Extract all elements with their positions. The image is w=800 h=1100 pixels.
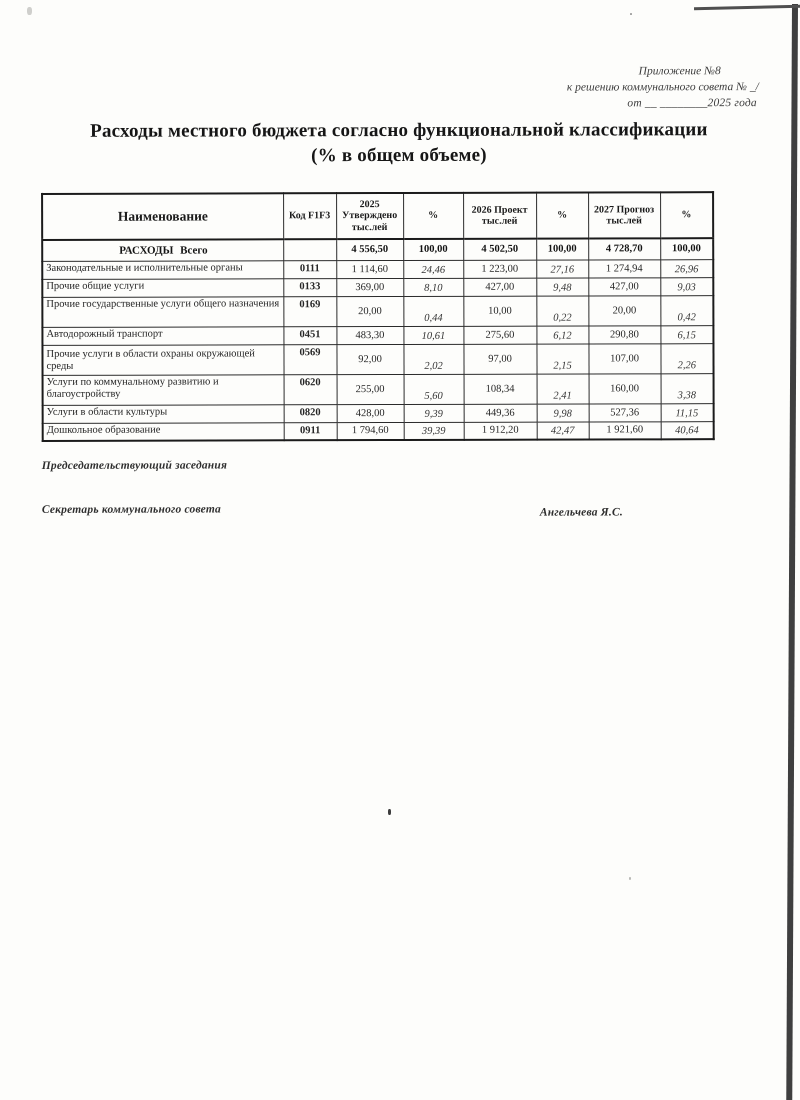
total-row <box>42 238 713 261</box>
cell-p2025: 100,00 <box>403 239 463 260</box>
page-title <box>29 117 769 169</box>
cell-p2026: 2,15 <box>536 344 588 374</box>
cell-v2025: 1 794,60 <box>337 422 404 440</box>
cell-v2026: 108,34 <box>464 374 537 404</box>
cell-v2025: 4 556,50 <box>336 239 403 260</box>
column-header: % <box>660 192 713 238</box>
cell-name: Услуги в области культуры <box>43 404 284 423</box>
cell-p2026: 9,48 <box>536 278 588 296</box>
cell-v2026: 1 223,00 <box>463 260 536 278</box>
cell-p2025: 8,10 <box>403 278 463 296</box>
cell-p2027: 26,96 <box>660 259 713 277</box>
cell-code: 0820 <box>284 404 337 422</box>
cell-p2027: 9,03 <box>660 277 713 295</box>
cell-code: 0620 <box>284 374 337 404</box>
cell-p2027: 11,15 <box>661 403 714 421</box>
cell-v2027: 4 728,70 <box>588 238 660 259</box>
cell-v2027: 20,00 <box>588 295 660 325</box>
cell-v2025: 369,00 <box>336 278 403 296</box>
page-title-line2: (% в общем объеме) <box>311 144 487 167</box>
column-header: % <box>403 193 463 239</box>
appendix-line: Приложение №8 <box>638 65 721 78</box>
column-header: % <box>536 193 588 239</box>
cell-v2025: 255,00 <box>337 374 404 404</box>
cell-p2027: 2,26 <box>660 343 713 373</box>
cell-p2026: 42,47 <box>537 422 589 440</box>
cell-v2026: 4 502,50 <box>463 239 536 260</box>
cell-code: 0569 <box>283 344 336 374</box>
cell-p2025: 0,44 <box>403 296 463 326</box>
cell-v2027: 1 274,94 <box>588 259 660 277</box>
cell-p2027: 100,00 <box>660 238 713 259</box>
cell-code: 0911 <box>284 422 337 440</box>
cell-v2026: 275,60 <box>463 326 536 344</box>
cell-p2027: 3,38 <box>661 373 714 403</box>
cell-code: 0169 <box>283 296 336 326</box>
column-header: 2026 Проект тыс.лей <box>463 193 536 239</box>
table-row <box>42 325 713 345</box>
cell-v2026: 1 912,20 <box>464 422 537 440</box>
cell-v2026: 427,00 <box>463 278 536 296</box>
scan-speck <box>27 7 32 15</box>
cell-name: Прочие услуги в области охраны окружающей среды <box>42 344 283 375</box>
cell-name: Законодательные и исполнительные органы <box>42 260 283 279</box>
table-row <box>43 421 714 441</box>
scan-speck <box>388 809 391 815</box>
cell-name: Прочие общие услуги <box>42 278 283 297</box>
cell-v2025: 92,00 <box>336 344 403 374</box>
table-row <box>42 295 713 327</box>
cell-p2027: 6,15 <box>660 325 713 343</box>
budget-table <box>41 191 715 442</box>
column-header: 2027 Прогноз тыс.лей <box>588 192 660 238</box>
scan-speck <box>630 13 632 15</box>
cell-v2026: 10,00 <box>463 296 536 326</box>
cell-code: 0133 <box>283 278 336 296</box>
header-row <box>42 192 713 240</box>
cell-code: 0111 <box>283 260 336 278</box>
cell-name: Дошкольное образование <box>43 422 284 441</box>
cell-p2026: 2,41 <box>537 374 589 404</box>
signature-secretary: Секретарь коммунального совета <box>41 503 221 516</box>
signature-secretary-name: Ангельчева Я.С. <box>539 506 623 519</box>
cell-name: Услуги по коммунальному развитию и благоустройству <box>43 374 284 405</box>
cell-p2027: 40,64 <box>661 421 714 439</box>
cell-name: РАСХОДЫ Всего <box>42 239 283 261</box>
cell-v2027: 160,00 <box>589 373 661 403</box>
cell-v2025: 428,00 <box>337 404 404 422</box>
cell-p2026: 27,16 <box>536 260 588 278</box>
column-header: Код F1F3 <box>283 193 336 239</box>
cell-p2025: 39,39 <box>404 422 464 440</box>
cell-code <box>283 239 336 260</box>
cell-v2025: 483,30 <box>336 326 403 344</box>
table-row <box>43 373 714 405</box>
cell-p2025: 24,46 <box>403 260 463 278</box>
cell-p2025: 9,39 <box>404 404 464 422</box>
table-row <box>42 277 713 297</box>
cell-v2026: 97,00 <box>463 344 536 374</box>
appendix-line: от __ ________2025 года <box>627 97 757 110</box>
cell-v2026: 449,36 <box>464 404 537 422</box>
cell-v2025: 20,00 <box>336 296 403 326</box>
cell-p2025: 2,02 <box>403 344 463 374</box>
cell-v2027: 290,80 <box>588 325 660 343</box>
signature-chair: Председательствующий заседания <box>41 459 228 472</box>
cell-v2027: 427,00 <box>588 277 660 295</box>
cell-p2026: 100,00 <box>536 239 588 260</box>
cell-v2027: 1 921,60 <box>589 421 661 439</box>
table-row <box>42 259 713 279</box>
cell-p2026: 9,98 <box>537 404 589 422</box>
cell-name: Автодорожный транспорт <box>42 326 283 345</box>
column-header: Наименование <box>42 193 283 240</box>
appendix-line: к решению коммунального совета № _/ <box>566 81 759 94</box>
cell-p2025: 10,61 <box>403 326 463 344</box>
column-header: 2025 Утверждено тыс.лей <box>336 193 403 239</box>
cell-v2025: 1 114,60 <box>336 260 403 278</box>
cell-code: 0451 <box>283 326 336 344</box>
scan-speck <box>629 877 631 880</box>
cell-p2026: 0,22 <box>536 296 588 326</box>
cell-v2027: 107,00 <box>588 343 660 373</box>
cell-v2027: 527,36 <box>589 403 661 421</box>
table-row <box>42 343 713 375</box>
cell-p2026: 6,12 <box>536 326 588 344</box>
cell-p2025: 5,60 <box>404 374 464 404</box>
appendix-block <box>429 63 759 112</box>
table-row <box>43 403 714 423</box>
cell-p2027: 0,42 <box>660 295 713 325</box>
page-title-line1: Расходы местного бюджета согласно функциональной классификации <box>90 119 708 142</box>
cell-name: Прочие государственные услуги общего назначения <box>42 296 283 327</box>
